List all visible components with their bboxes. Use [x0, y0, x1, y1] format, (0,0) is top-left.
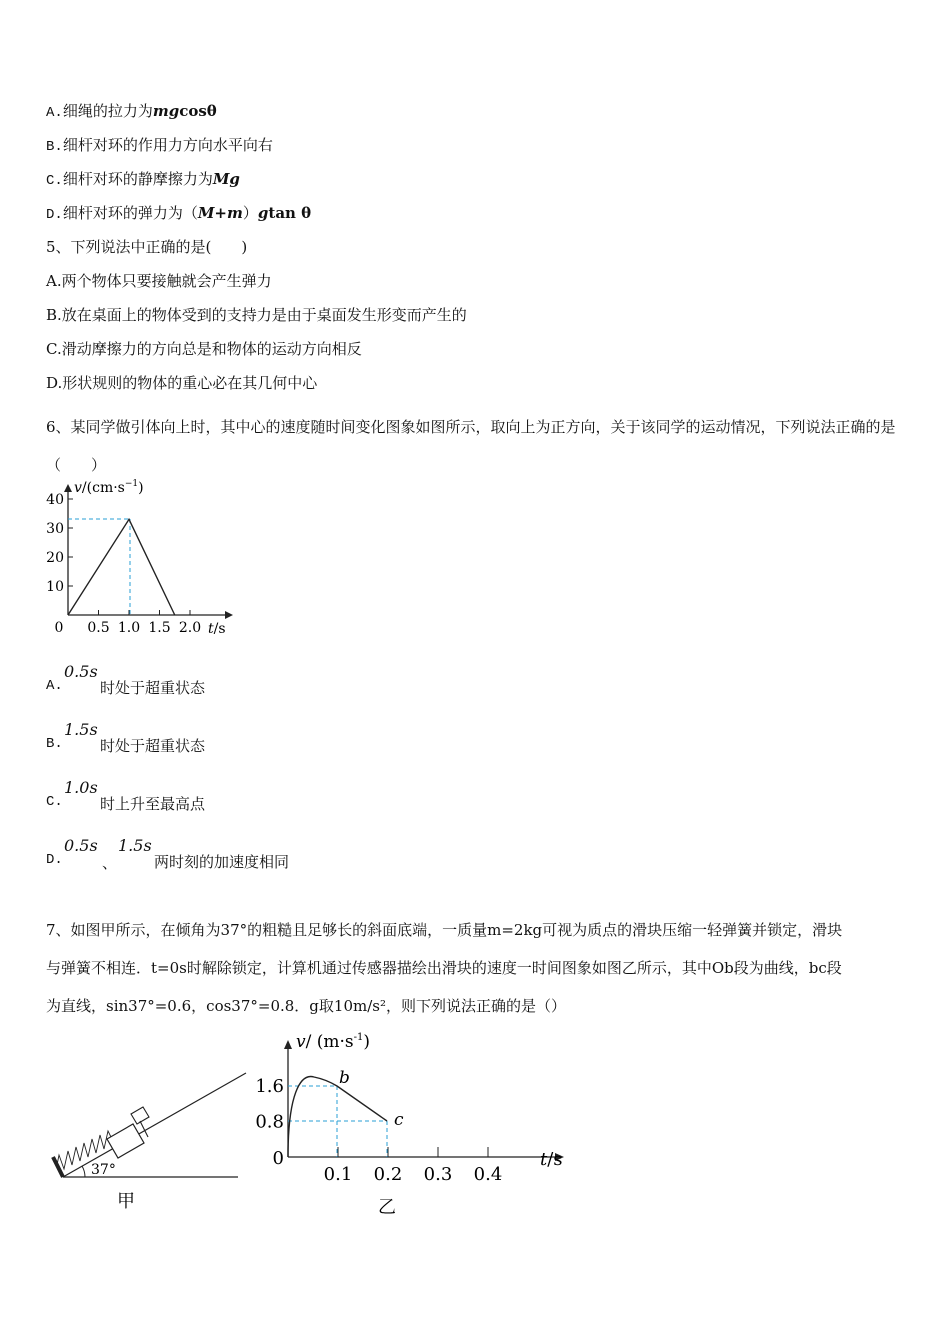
x-tick-label: 1.5: [148, 620, 171, 636]
y-axis-label: v/ $(m\cdot s^{-1})$: [296, 1032, 371, 1052]
q6-option-a: A. 0.5s 时处于超重状态: [46, 662, 206, 697]
q5-option-c: C.滑动摩擦力的方向总是和物体的运动方向相反: [46, 340, 362, 358]
q5-option-a: A.两个物体只要接触就会产生弹力: [46, 272, 272, 290]
q4-option-d: D.细杆对环的弹力为（M+m）gtan θ: [46, 204, 312, 223]
velocity-line: [68, 519, 175, 615]
y-tick-label: 0.8: [255, 1111, 284, 1133]
x-axis-label: t/s: [540, 1149, 563, 1170]
x-axis-label: t/s: [208, 621, 226, 637]
point-label-b: b: [339, 1068, 350, 1088]
x-tick-label: 2.0: [178, 620, 202, 636]
angle-arc: [82, 1166, 85, 1177]
block: [107, 1124, 144, 1158]
q5-stem: 5、下列说法中正确的是( ): [46, 238, 248, 256]
y-axis-label: $v/(cm\cdot s^{-1})$: [74, 479, 144, 496]
caption-yi: 乙: [378, 1197, 396, 1218]
y-tick-label: 1.6: [255, 1075, 284, 1097]
q4-option-a: A.细绳的拉力为mgcosθ: [46, 102, 217, 121]
x-tick-label: 0.4: [473, 1164, 503, 1185]
y-tick-label: 40: [46, 492, 64, 508]
y-axis-arrow: [64, 484, 72, 492]
q6-stem: 6、某同学做引体向上时，其中心的速度随时间变化图象如图所示，取向上为正方向，关于该同学的运动情况，下列说法正确的是（ ）: [46, 418, 896, 474]
q7-vt-chart: [250, 1025, 580, 1225]
q4-option-c: C.细杆对环的静摩擦力为Mg: [46, 170, 240, 189]
y-tick-label: 20: [46, 550, 64, 566]
y-axis-arrow: [284, 1040, 292, 1049]
angle-label: 37°: [91, 1162, 116, 1178]
x-tick-label: 0: [54, 620, 64, 636]
q7-incline-figure: [45, 1065, 250, 1225]
y-tick-label: 0: [272, 1148, 284, 1169]
y-tick-label: 10: [46, 579, 64, 595]
q7-line-2: 与弹簧不相连．t=0s时解除锁定，计算机通过传感器描绘出滑块的速度一时间图象如图乙所示，其中Ob段为曲线，bc段: [46, 959, 842, 977]
q6-option-d: D. 0.5s 、 1.5s 两时刻的加速度相同: [46, 836, 290, 872]
caption-jia: 甲: [117, 1191, 135, 1212]
y-tick-label: 30: [46, 521, 64, 537]
x-tick-label: 0.5: [87, 620, 110, 636]
q5-option-b: B.放在桌面上的物体受到的支持力是由于桌面发生形变而产生的: [46, 306, 467, 324]
q6-vt-chart: [40, 475, 240, 645]
q7-line-3: 为直线，sin37°=0.6，cos37°=0.8．g取10m/s²，则下列说法正确的是（）: [46, 997, 566, 1015]
q4-option-b: B.细杆对环的作用力方向水平向右: [46, 136, 273, 155]
point-label-c: c: [394, 1110, 404, 1130]
q5-option-d: D.形状规则的物体的重心必在其几何中心: [46, 374, 318, 392]
q6-option-b: B. 1.5s 时处于超重状态: [46, 720, 206, 755]
x-tick-label: 1.0: [117, 620, 141, 636]
x-tick-label: 0.2: [373, 1164, 403, 1185]
q7-line-1: 7、如图甲所示，在倾角为37°的粗糙且足够长的斜面底端，一质量m=2kg可视为质点的滑块压缩一轻弹簧并锁定，滑块: [46, 921, 843, 939]
x-tick-label: 0.1: [323, 1164, 353, 1185]
x-axis-arrow: [225, 611, 233, 619]
q6-option-c: C. 1.0s 时上升至最高点: [46, 778, 206, 813]
x-tick-label: 0.3: [423, 1164, 453, 1185]
